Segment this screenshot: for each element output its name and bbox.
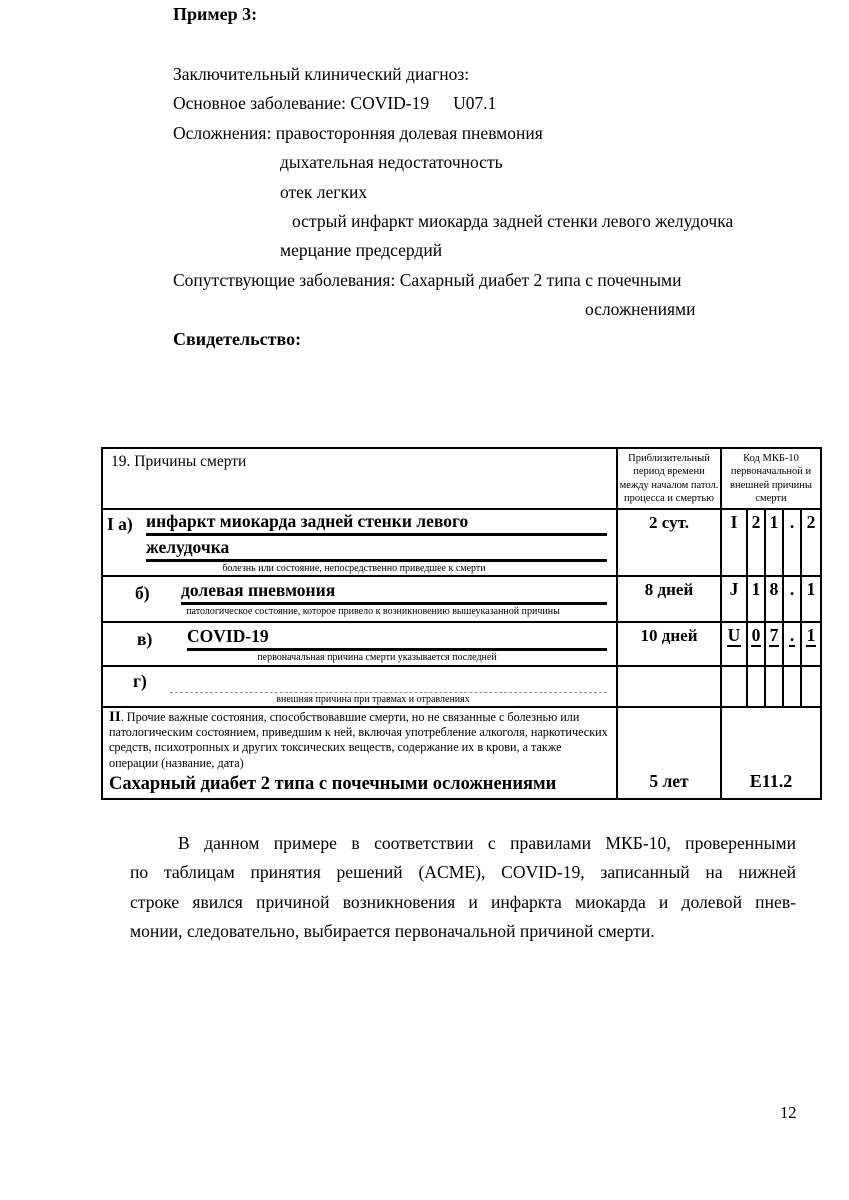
row-ia-line1 bbox=[103, 510, 616, 536]
row-b-code-digit3: 1 bbox=[801, 576, 821, 622]
row-v-code-letter: U bbox=[721, 622, 747, 666]
row-g-code-digit1 bbox=[747, 666, 765, 707]
row-ia bbox=[102, 509, 821, 576]
main-disease-icd-code: U07.1 bbox=[453, 93, 497, 114]
diagnosis-line-edema: отек легких bbox=[280, 181, 368, 202]
row-ia-code-letter: I bbox=[721, 509, 747, 576]
diagnosis-line-main-disease bbox=[0, 89, 849, 118]
row-ia-code-digit3: 2 bbox=[801, 509, 821, 576]
row-ii-entry: Сахарный диабет 2 типа с почечными осложнениями bbox=[109, 773, 557, 794]
conclusion-line-2: по таблицам принятия решений (ACME), COVID-19, записанный на нижней bbox=[130, 862, 796, 883]
row-g-code-digit3 bbox=[801, 666, 821, 707]
row-v-line bbox=[103, 623, 616, 651]
diagnosis-line-infarction: острый инфаркт миокарда задней стенки левого желудочка bbox=[292, 211, 734, 232]
row-ii-number: II bbox=[109, 709, 121, 725]
row-v-code-digit2: 7 bbox=[765, 622, 783, 666]
row-b-caption: патологическое состояние, которое привело к возникновению вышеуказанной причины bbox=[186, 606, 560, 617]
row-ia-code-dot: . bbox=[783, 509, 801, 576]
header-icd-code: Код МКБ-10 первоначальной и внешней причины смерти bbox=[721, 448, 821, 509]
diagnosis-line-respiratory: дыхательная недостаточность bbox=[280, 152, 503, 173]
row-v-caption: первоначальная причина смерти указывается последней bbox=[257, 652, 497, 663]
diagnosis-line-complications: Осложнения: правосторонняя долевая пневмония bbox=[173, 122, 543, 143]
death-causes-table bbox=[101, 447, 822, 800]
row-v-entry: COVID-19 bbox=[187, 625, 607, 651]
example-heading: Пример 3: bbox=[173, 4, 258, 24]
row-ia-cause-cell bbox=[102, 509, 617, 576]
row-ia-entry-line1: инфаркт миокарда задней стенки левого bbox=[146, 510, 607, 536]
row-ia-label: I а) bbox=[107, 514, 133, 534]
row-b-entry: долевая пневмония bbox=[181, 579, 607, 605]
row-g-label: г) bbox=[133, 671, 147, 691]
row-v-code-digit3: 1 bbox=[801, 622, 821, 666]
row-v-code-dot: . bbox=[783, 622, 801, 666]
row-b-code-digit2: 8 bbox=[765, 576, 783, 622]
row-ii-code: E11.2 bbox=[721, 707, 821, 799]
row-g-period bbox=[617, 666, 721, 707]
row-ia-entry-line2: желудочка bbox=[146, 536, 607, 562]
row-g-caption: внешняя причина при травмах и отравлениях bbox=[276, 694, 470, 705]
header-causes: 19. Причины смерти bbox=[102, 448, 617, 509]
diagnosis-block bbox=[0, 0, 849, 354]
table-header-row bbox=[102, 448, 821, 509]
diagnosis-line-final: Заключительный клинический диагноз: bbox=[173, 64, 470, 84]
diagnosis-line-comorbid: Сопутствующие заболевания: Сахарный диабет 2 типа с почечными bbox=[173, 269, 682, 290]
row-ia-line2 bbox=[103, 536, 616, 562]
row-b-code-digit1: 1 bbox=[747, 576, 765, 622]
conclusion-paragraph bbox=[130, 829, 796, 946]
row-v-code-digit1: 0 bbox=[747, 622, 765, 666]
row-v bbox=[102, 622, 821, 666]
row-g-cause-cell bbox=[102, 666, 617, 707]
row-ii-note-text: . Прочие важные состояния, способствовавшие смерти, но не связанные с болезнью или патологическим состоянием, приведшим к ней, включая употребление алкоголя, наркотических средств, психотропных и других токсических веществ, содержание их в крови, а также операции (название, дата) bbox=[109, 710, 608, 770]
row-g-line bbox=[103, 667, 616, 693]
spacer bbox=[0, 29, 849, 60]
row-v-cause-cell bbox=[102, 622, 617, 666]
main-disease-text: Основное заболевание: COVID-19 bbox=[173, 93, 430, 114]
row-b bbox=[102, 576, 821, 622]
certificate-heading: Свидетельство: bbox=[173, 328, 302, 349]
row-ia-caption: болезнь или состояние, непосредственно приведшее к смерти bbox=[222, 563, 486, 574]
header-period: Приблизительный период времени между началом патол. процесса и смертью bbox=[617, 448, 721, 509]
row-b-label: б) bbox=[135, 583, 150, 603]
row-ii-note bbox=[109, 710, 610, 771]
row-ia-period: 2 сут. bbox=[617, 509, 721, 576]
page-number: 12 bbox=[780, 1103, 797, 1122]
row-b-code-letter: J bbox=[721, 576, 747, 622]
row-v-period: 10 дней bbox=[617, 622, 721, 666]
row-ii-period: 5 лет bbox=[617, 707, 721, 799]
diagnosis-line-fibrillation: мерцание предсердий bbox=[280, 240, 443, 261]
diagnosis-line-comorbid-cont: осложнениями bbox=[585, 299, 696, 320]
row-v-label: в) bbox=[137, 629, 153, 649]
row-g-code-dot bbox=[783, 666, 801, 707]
row-ii bbox=[102, 707, 821, 799]
row-b-code-dot: . bbox=[783, 576, 801, 622]
row-ii-cause-cell bbox=[102, 707, 617, 799]
row-b-period: 8 дней bbox=[617, 576, 721, 622]
row-b-line bbox=[103, 577, 616, 605]
row-b-cause-cell bbox=[102, 576, 617, 622]
conclusion-line-4: монии, следовательно, выбирается первоначальной причиной смерти. bbox=[130, 920, 655, 941]
conclusion-line-1: В данном примере в соответствии с правилами МКБ-10, проверенными bbox=[178, 833, 796, 853]
row-g bbox=[102, 666, 821, 707]
row-ia-code-digit1: 2 bbox=[747, 509, 765, 576]
row-ia-code-digit2: 1 bbox=[765, 509, 783, 576]
conclusion-line-3: строке явился причиной возникновения и инфаркта миокарда и долевой пнев- bbox=[130, 891, 796, 912]
row-g-code-letter bbox=[721, 666, 747, 707]
row-g-code-digit2 bbox=[765, 666, 783, 707]
row-g-blank-line bbox=[170, 672, 607, 693]
